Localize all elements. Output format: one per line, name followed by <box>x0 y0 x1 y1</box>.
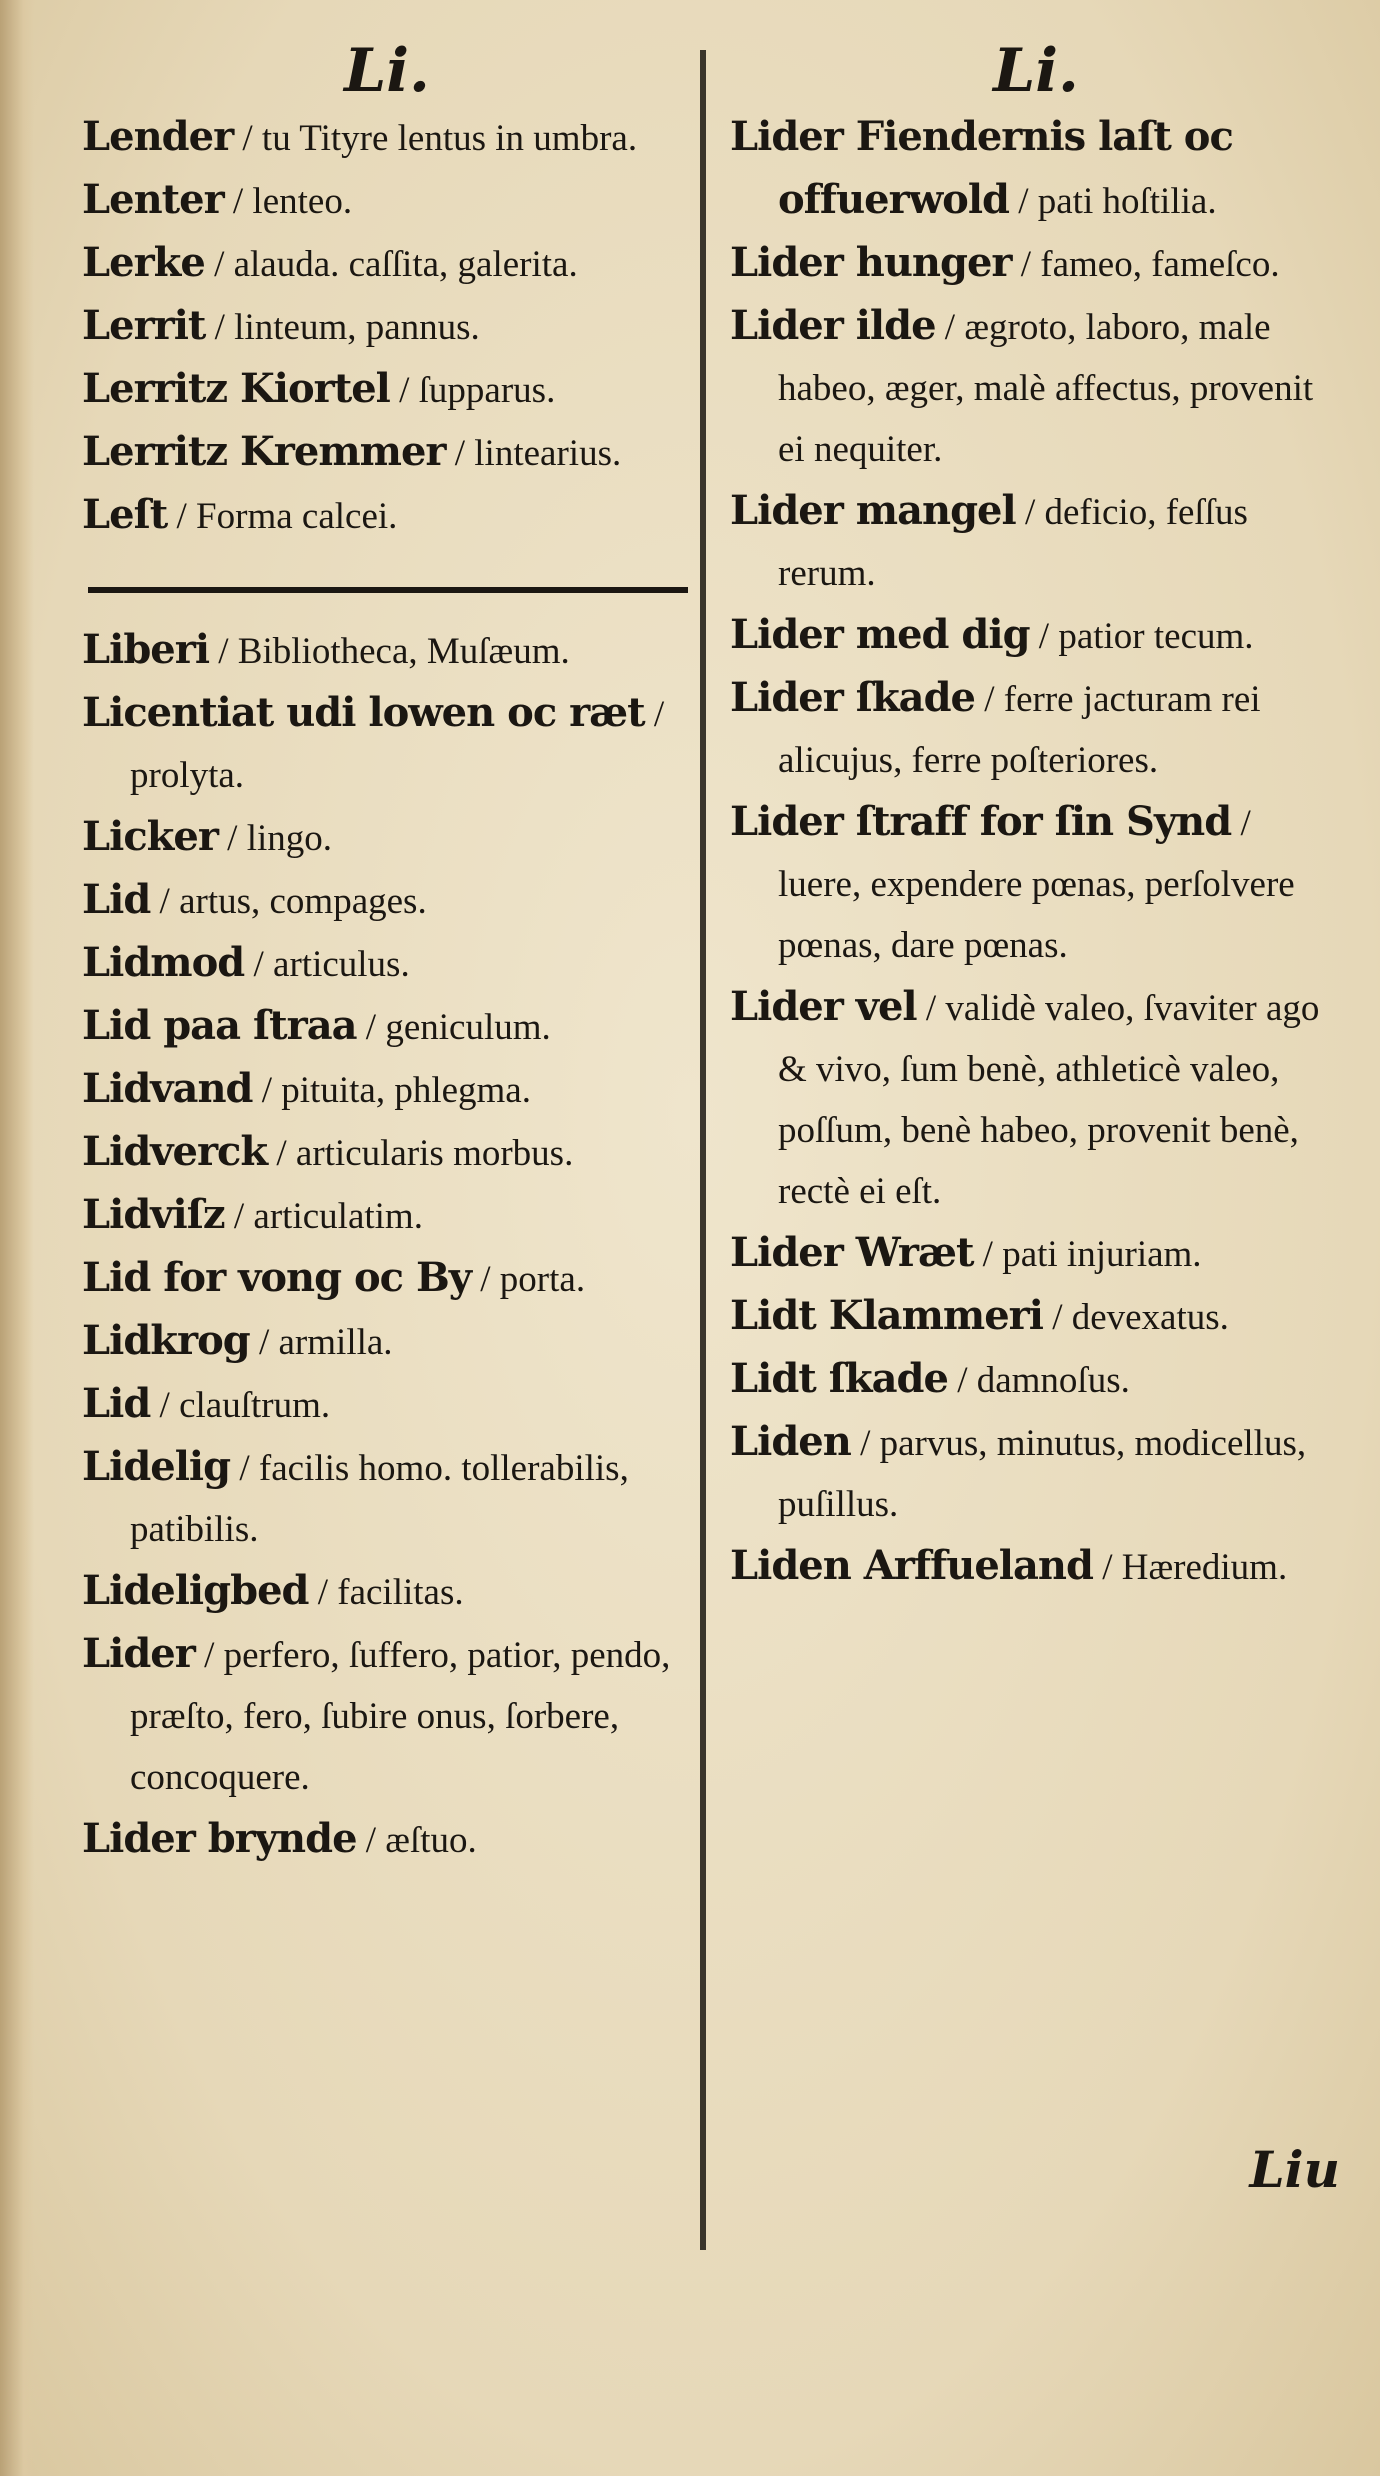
definition: / æſtuo. <box>365 1820 477 1861</box>
dictionary-entry <box>730 1411 1342 1535</box>
dictionary-entry <box>82 995 692 1058</box>
dictionary-entry <box>82 484 692 547</box>
definition: / porta. <box>480 1259 586 1300</box>
dictionary-entry <box>82 421 692 484</box>
dictionary-entry <box>82 1436 692 1560</box>
right-running-head: Li. <box>993 36 1079 106</box>
dictionary-entry <box>82 1623 692 1808</box>
dictionary-entry <box>730 791 1342 976</box>
definition: / lintearius. <box>454 433 622 474</box>
definition: / ægroto, laboro, male habeo, æger, malè affectus, provenit ei nequiter. <box>778 307 1314 470</box>
dictionary-entry <box>82 1247 692 1310</box>
headword: Lidelig <box>82 1443 231 1490</box>
definition: / articulus. <box>253 944 410 985</box>
definition: / parvus, minutus, modicellus, puſillus. <box>778 1423 1307 1525</box>
dictionary-entry <box>730 106 1342 232</box>
headword: Lidt Klammeri <box>730 1292 1043 1339</box>
definition: / facilis homo. tollerabilis, patibilis. <box>130 1448 629 1550</box>
catchword: Liu <box>1249 2140 1340 2199</box>
headword: Lidverck <box>82 1128 268 1175</box>
dictionary-entry <box>730 976 1342 1222</box>
headword: Licker <box>82 813 218 860</box>
section-rule <box>88 587 688 593</box>
dictionary-entry <box>730 480 1342 604</box>
headword: Lerritz Kiortel <box>82 365 390 412</box>
dictionary-entry <box>82 869 692 932</box>
dictionary-entry <box>730 667 1342 791</box>
definition: / alauda. caſſita, galerita. <box>214 244 578 285</box>
headword: Liden Arffueland <box>730 1542 1093 1589</box>
definition: / articularis morbus. <box>276 1133 574 1174</box>
dictionary-entry <box>82 806 692 869</box>
definition: / ſupparus. <box>399 370 556 411</box>
headword: Lider ſkade <box>730 674 975 721</box>
headword: Lidviſz <box>82 1191 225 1238</box>
dictionary-entry <box>730 232 1342 295</box>
dictionary-entry <box>82 358 692 421</box>
dictionary-entry <box>82 295 692 358</box>
dictionary-entry <box>82 1184 692 1247</box>
headword: Lid <box>82 1380 151 1427</box>
definition: / geniculum. <box>365 1007 551 1048</box>
dictionary-entry <box>730 1222 1342 1285</box>
headword: Lid <box>82 876 151 923</box>
headword: Lider brynde <box>82 1815 357 1862</box>
definition: / ferre jacturam rei alicujus, ferre poſteriores. <box>778 679 1261 781</box>
definition: / perfero, ſuffero, patior, pendo, præſto, fero, ſubire onus, ſorbere, concoquere. <box>130 1635 671 1798</box>
headword: Lider <box>82 1630 195 1677</box>
column-divider <box>700 50 706 2250</box>
dictionary-entry <box>82 1121 692 1184</box>
dictionary-entry <box>730 1535 1342 1598</box>
dictionary-entry <box>82 106 692 169</box>
definition: / artus, compages. <box>159 881 427 922</box>
definition: / Bibliotheca, Muſæum. <box>218 631 570 672</box>
dictionary-entry <box>730 604 1342 667</box>
headword: Lidvand <box>82 1065 253 1112</box>
page-edge-shadow <box>0 0 34 2476</box>
definition: / devexatus. <box>1052 1297 1229 1338</box>
dictionary-entry <box>82 232 692 295</box>
definition: / deficio, feſſus rerum. <box>778 492 1248 594</box>
definition: / articulatim. <box>233 1196 423 1237</box>
definition: / pati hoſtilia. <box>1018 181 1217 222</box>
dictionary-entry <box>82 1310 692 1373</box>
dictionary-entry <box>730 1348 1342 1411</box>
headword: Liden <box>730 1418 851 1465</box>
headword: Lider ilde <box>730 302 936 349</box>
dictionary-entry <box>82 682 692 806</box>
dictionary-entry <box>82 1058 692 1121</box>
definition: / tu Tityre lentus in umbra. <box>242 118 638 159</box>
headword: Lidmod <box>82 939 245 986</box>
headword: Lerritz Kremmer <box>82 428 446 475</box>
dictionary-entry <box>730 1285 1342 1348</box>
headword: Lider Fiendernis laſt oc offuerwold <box>730 113 1233 223</box>
headword: Lid paa ſtraa <box>82 1002 357 1049</box>
definition: / lingo. <box>227 818 333 859</box>
headword: Licentiat udi lowen oc ræt <box>82 689 645 736</box>
definition: / fameo, fameſco. <box>1020 244 1280 285</box>
headword: Lerke <box>82 239 205 286</box>
dictionary-entry <box>82 932 692 995</box>
definition: / prolyta. <box>130 694 665 796</box>
headword: Lidkrog <box>82 1317 250 1364</box>
headword: Lider mangel <box>730 487 1016 534</box>
headword: Lerrit <box>82 302 206 349</box>
dictionary-entry <box>730 295 1342 480</box>
headword: Lider hunger <box>730 239 1012 286</box>
headword: Lider Wræt <box>730 1229 974 1276</box>
headword: Lider ſtraff for ſin Synd <box>730 798 1232 845</box>
headword: Lenter <box>82 176 224 223</box>
dictionary-entry <box>82 1373 692 1436</box>
headword: Lidt ſkade <box>730 1355 948 1402</box>
right-column <box>730 36 1342 1598</box>
definition: / luere, expendere pœnas, perſolvere pœnas, dare pœnas. <box>778 803 1295 966</box>
headword: Leſt <box>82 491 168 538</box>
definition: / pituita, phlegma. <box>261 1070 531 1111</box>
definition: / Forma calcei. <box>176 496 398 537</box>
headword: Lid for vong oc By <box>82 1254 472 1301</box>
definition: / clauſtrum. <box>159 1385 331 1426</box>
definition: / facilitas. <box>317 1572 464 1613</box>
headword: Lideligbed <box>82 1567 309 1614</box>
definition: / validè valeo, ſvaviter ago & vivo, ſum benè, athleticè valeo, poſſum, benè habeo, provenit benè, rectè ei eſt. <box>778 988 1320 1212</box>
left-column <box>82 36 692 1871</box>
headword: Lender <box>82 113 234 160</box>
definition: / pati injuriam. <box>982 1234 1202 1275</box>
left-running-head: Li. <box>344 36 430 106</box>
headword: Lider med dig <box>730 611 1030 658</box>
dictionary-entry <box>82 1560 692 1623</box>
headword: Liberi <box>82 626 210 673</box>
definition: / damnoſus. <box>957 1360 1130 1401</box>
definition: / Hæredium. <box>1102 1547 1288 1588</box>
definition: / armilla. <box>258 1322 393 1363</box>
dictionary-entry <box>82 619 692 682</box>
definition: / patior tecum. <box>1038 616 1254 657</box>
dictionary-entry <box>82 169 692 232</box>
headword: Lider vel <box>730 983 917 1030</box>
definition: / lenteo. <box>232 181 353 222</box>
definition: / linteum, pannus. <box>214 307 480 348</box>
dictionary-entry <box>82 1808 692 1871</box>
